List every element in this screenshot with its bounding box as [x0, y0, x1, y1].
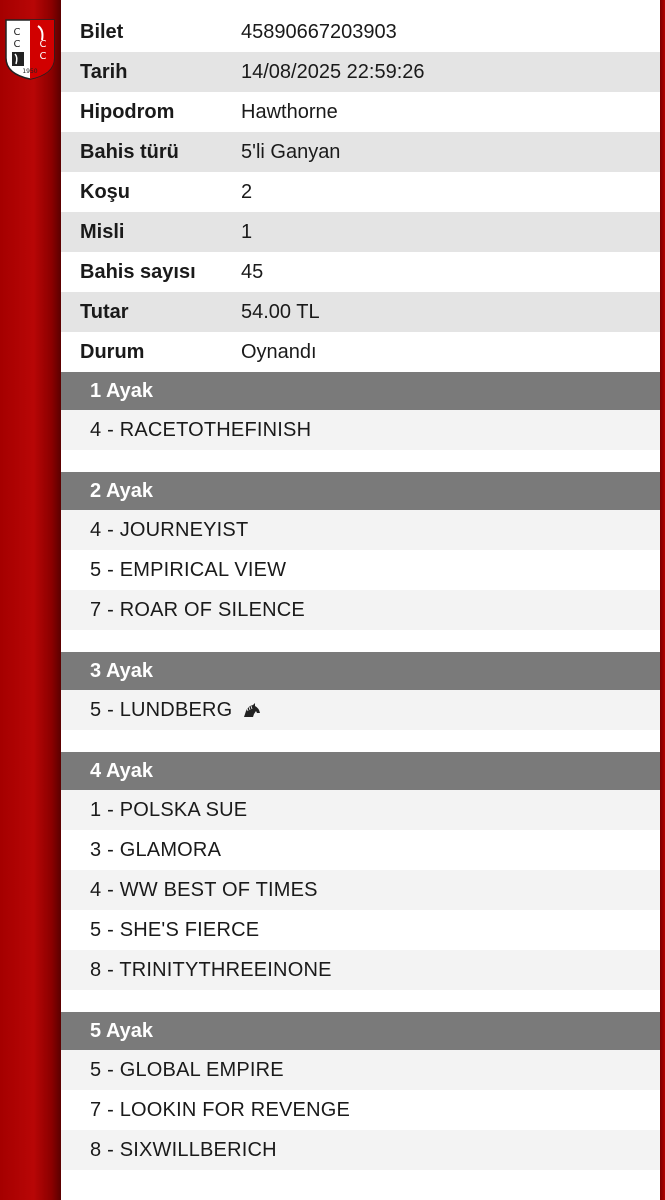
horse-list — [61, 690, 660, 730]
horse-name: 7 - ROAR OF SILENCE — [90, 598, 305, 621]
info-label: Bahis türü — [80, 140, 179, 163]
horse-list — [61, 510, 660, 630]
horse-list — [61, 410, 660, 450]
info-row — [61, 252, 660, 292]
ticket-detail — [61, 12, 660, 1192]
horse-name: 7 - LOOKIN FOR REVENGE — [90, 1098, 351, 1121]
svg-text:C: C — [13, 39, 21, 50]
horse-name: 4 - JOURNEYIST — [90, 518, 249, 541]
info-label: Misli — [80, 220, 125, 243]
info-row — [61, 12, 660, 52]
horse-row — [61, 590, 660, 630]
leg-header: 1 Ayak — [61, 372, 660, 410]
ticket-info-table — [61, 12, 660, 372]
horse-row — [61, 690, 660, 730]
horse-row — [61, 830, 660, 870]
horse-name: 8 - SIXWILLBERICH — [90, 1138, 277, 1161]
leg-header: 4 Ayak — [61, 752, 660, 790]
horse-name: 3 - GLAMORA — [90, 838, 222, 861]
info-row — [61, 172, 660, 212]
leg-section — [61, 472, 660, 652]
horse-row — [61, 410, 660, 450]
horse-name: 4 - WW BEST OF TIMES — [90, 878, 318, 901]
info-label: Durum — [80, 340, 145, 363]
info-row — [61, 92, 660, 132]
club-logo-icon[interactable] — [4, 18, 56, 80]
horse-row — [61, 870, 660, 910]
horse-row — [61, 790, 660, 830]
info-row — [61, 332, 660, 372]
horse-name: 5 - GLOBAL EMPIRE — [90, 1058, 284, 1081]
info-row — [61, 132, 660, 172]
leg-header: 2 Ayak — [61, 472, 660, 510]
horse-name: 8 - TRINITYTHREEINONE — [90, 958, 332, 981]
leg-header: 3 Ayak — [61, 652, 660, 690]
info-value: 45 — [241, 260, 264, 283]
info-label: Tutar — [80, 300, 129, 323]
info-value: 1 — [241, 220, 253, 243]
info-value: Hawthorne — [241, 100, 338, 123]
horse-name: 1 - POLSKA SUE — [90, 798, 248, 821]
svg-text:C: C — [39, 51, 47, 62]
info-label: Bilet — [80, 20, 124, 43]
info-value: 2 — [241, 180, 253, 203]
info-row — [61, 292, 660, 332]
info-value: 45890667203903 — [241, 20, 397, 43]
horse-row — [61, 550, 660, 590]
logo-year: 1950 — [22, 68, 38, 75]
horse-list — [61, 1050, 660, 1170]
horse-name: 5 - SHE'S FIERCE — [90, 918, 260, 941]
side-panel — [0, 0, 61, 1200]
leg-section — [61, 372, 660, 472]
leg-section — [61, 652, 660, 752]
right-border — [660, 0, 665, 1200]
horse-name: 4 - RACETOTHEFINISH — [90, 418, 312, 441]
horse-name: 5 - LUNDBERG — [90, 698, 233, 721]
horse-row — [61, 1130, 660, 1170]
info-value: 5'li Ganyan — [241, 140, 341, 163]
svg-text:C: C — [13, 27, 21, 38]
leg-section — [61, 1012, 660, 1192]
info-value: Oynandı — [241, 340, 317, 363]
horse-row — [61, 1090, 660, 1130]
info-value: 54.00 TL — [241, 300, 320, 323]
info-label: Tarih — [80, 60, 128, 83]
horse-list — [61, 790, 660, 990]
info-label: Koşu — [80, 180, 130, 203]
leg-header: 5 Ayak — [61, 1012, 660, 1050]
horse-head-icon — [242, 702, 262, 718]
info-row — [61, 52, 660, 92]
horse-row — [61, 1050, 660, 1090]
horse-row — [61, 510, 660, 550]
horse-row — [61, 950, 660, 990]
info-row — [61, 212, 660, 252]
info-label: Hipodrom — [80, 100, 175, 123]
svg-text:C: C — [39, 39, 47, 50]
info-label: Bahis sayısı — [80, 260, 196, 283]
horse-name: 5 - EMPIRICAL VIEW — [90, 558, 287, 581]
info-value: 14/08/2025 22:59:26 — [241, 60, 425, 83]
horse-row — [61, 910, 660, 950]
legs-list — [61, 372, 660, 1192]
leg-section — [61, 752, 660, 1012]
